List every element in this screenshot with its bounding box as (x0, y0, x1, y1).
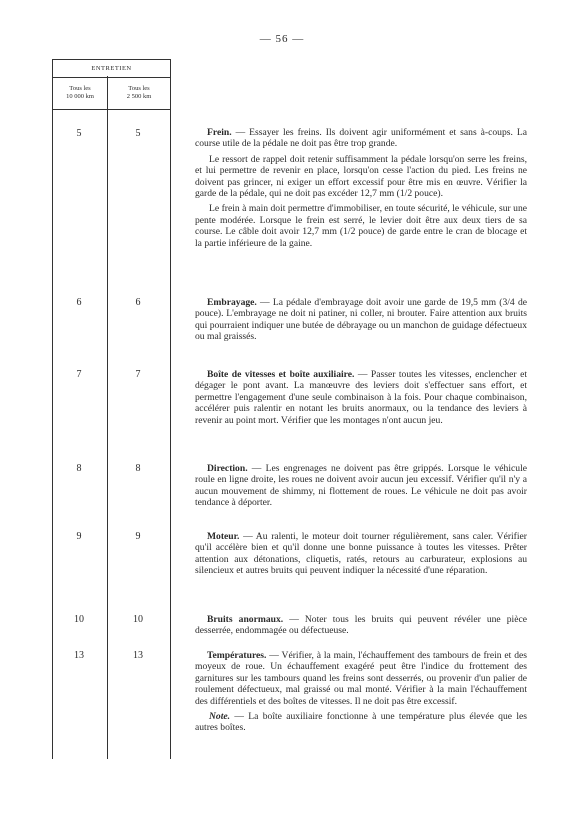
heading-temperatures: Températures. (207, 650, 267, 661)
interval-10000-direction: 8 (76, 463, 82, 474)
heading-direction: Direction. (207, 463, 248, 474)
interval-2500-temperatures: 13 (133, 650, 143, 661)
interval-10000-temperatures: 13 (74, 650, 84, 661)
text-frein-1: — Essayer les freins. Ils doivent agir uniformément et sans à-coups. La course utile de la pédale ne doit pas être trop grande. (195, 127, 527, 150)
note-label: Note. (209, 711, 231, 723)
interval-10000-bruits: 10 (74, 614, 84, 625)
interval-10000-boite: 7 (76, 369, 82, 380)
interval-10000-moteur: 9 (76, 531, 82, 542)
interval-2500-embrayage: 6 (135, 297, 141, 308)
section-moteur (195, 531, 527, 581)
section-frein (195, 127, 527, 253)
table-title: ENTRETIEN (53, 59, 170, 78)
section-bruits-anormaux (195, 614, 527, 641)
interval-2500-bruits: 10 (133, 614, 143, 625)
heading-embrayage: Embrayage. (207, 297, 257, 308)
section-direction (195, 463, 527, 513)
interval-2500-direction: 8 (135, 463, 141, 474)
heading-bruits-anormaux: Bruits anormaux. (207, 614, 284, 625)
interval-10000-frein: 5 (76, 128, 82, 139)
heading-frein: Frein. (207, 127, 232, 138)
col2-header-text: Tous les 2 500 km (126, 84, 152, 100)
interval-2500-moteur: 9 (135, 531, 141, 542)
col2-header (108, 76, 170, 110)
text-temperatures: — Vérifier, à la main, l'échauffement des tambours de frein et des moyeux de roue. Un échauffement exagéré peut être l'indice du frottement des garnitures sur les tambours quand les freins sont desserrés, ou provenir d'un palier de roulement défectueux, mal graissé ou mal monté. Vérifier à la main l'échauffement des différentiels et des boîtes de vitesses. Il ne doit pas être excessif. (195, 650, 527, 707)
text-embrayage: — La pédale d'embrayage doit avoir une garde de 19,5 mm (3/4 de pouce). L'embrayage ne doit ni patiner, ni coller, ni brouter. Faire attention aux bruits qui pourraient indiquer une butée de débrayage ou un manchon de guidage défectueux ou mal graissés. (195, 297, 527, 343)
section-embrayage (195, 297, 527, 347)
section-boite-vitesses (195, 369, 527, 430)
heading-boite-vitesses: Boîte de vitesses et boîte auxiliaire. (207, 369, 355, 380)
interval-2500-frein: 5 (135, 128, 141, 139)
text-bruits-anormaux: — Noter tous les bruits qui peuvent révéler une pièce desserrée, endommagée ou défectueuse. (195, 614, 527, 637)
heading-moteur: Moteur. (207, 531, 240, 542)
text-boite-vitesses: — Passer toutes les vitesses, enclencher et dégager le pont avant. La manœuvre des leviers doit s'effectuer sans effort, et permettre l'engagement d'une seule combinaison à la fois. Pour chaque combinaison, accélérer puis ralentir en notant les bruits anormaux, ou la tendance des leviers à revenir au point mort. Vérifier que les montages n'ont aucun jeu. (195, 369, 527, 426)
col1-header-text: Tous les 10 000 km (66, 84, 94, 100)
text-moteur: — Au ralenti, le moteur doit tourner régulièrement, sans caler. Vérifier qu'il accélère bien et qu'il donne une bonne puissance à toutes les vitesses. Prêter attention aux détonations, cliquetis, ratés, retours au carburateur, explosions au silencieux et autres bruits qui peuvent indiquer la nécessité d'une réparation. (195, 531, 527, 577)
interval-2500-boite: 7 (135, 369, 141, 380)
text-frein-3: Le frein à main doit permettre d'immobiliser, en toute sécurité, le véhicule, sur une pente modérée. Lorsque le frein est serré, le levier doit être aux deux tiers de sa course. Le câble doit avoir 12,7 mm (1/2 pouce) de garde entre le cran de blocage et la partie inférieure de la gaine. (195, 203, 527, 249)
text-frein-2: Le ressort de rappel doit retenir suffisamment la pédale lorsqu'on serre les freins, et lui permettre de revenir en place, lorsqu'on cesse l'action du pied. Les freins ne doivent pas grincer, ni exiger un effort excessif pour être mis en œuvre. Vérifier la garde de la pédale, qui ne doit pas excéder 12,7 mm (1/2 pouce). (195, 153, 527, 200)
note-text: — La boîte auxiliaire fonctionne à une température plus élevée que les autres boîtes. (195, 711, 527, 734)
text-direction: — Les engrenages ne doivent pas être grippés. Lorsque le véhicule roule en ligne droite, les roues ne doivent avoir aucun jeu excessif. Vérifier qu'il n'y a aucun mouvement de shimmy, ni flottement de roues. Le véhicule ne doit pas avoir tendance à déporter. (195, 463, 527, 509)
section-temperatures (195, 650, 527, 738)
page-number: — 56 — (259, 33, 305, 45)
interval-10000-embrayage: 6 (76, 297, 82, 308)
col1-header (53, 76, 107, 110)
